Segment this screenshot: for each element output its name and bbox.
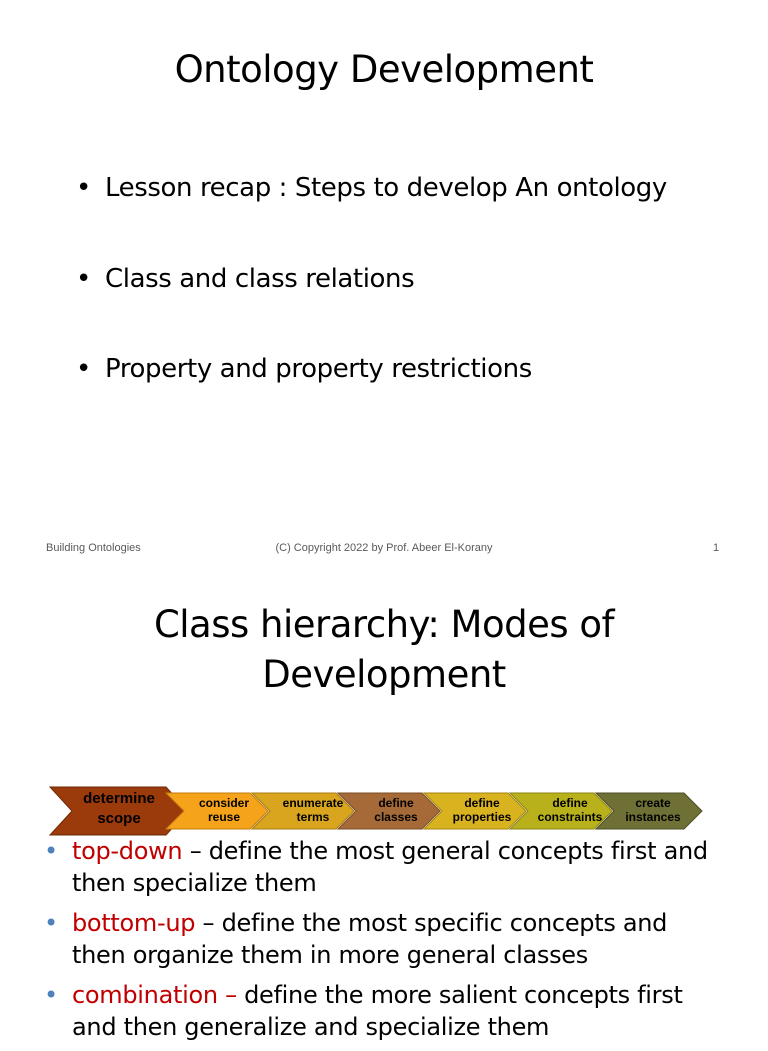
slide-2 — [0, 575, 768, 1041]
footer-left-text: Building Ontologies — [46, 542, 141, 554]
mode-item-bottom-up — [44, 907, 724, 971]
page-number: 1 — [713, 542, 720, 554]
bullet-item: • Property and property restrictions — [76, 351, 676, 388]
mode-description: define the more salient concepts first and then generalize and specialize them — [72, 981, 683, 1041]
mode-term: combination – — [72, 981, 237, 1009]
step-label-enumerate-terms: enumerate terms — [282, 796, 344, 824]
step-label-define-classes: define classes — [374, 796, 418, 824]
process-chevron-diagram — [46, 783, 706, 839]
slide-title: Ontology Development — [174, 48, 594, 91]
bullet-item: • Class and class relations — [76, 261, 676, 298]
footer-copyright: (C) Copyright 2022 by Prof. Abeer El-Korany — [275, 542, 493, 554]
mode-description: define the most general concepts first and then specialize them — [72, 837, 708, 897]
mode-description: define the most specific concepts and then organize them in more general classes — [72, 909, 668, 969]
slide-title — [0, 600, 768, 700]
mode-separator: – — [182, 837, 209, 865]
slide-title-line-2: Development — [262, 653, 506, 696]
mode-term: top-down — [72, 837, 183, 865]
mode-separator: – — [195, 909, 222, 937]
bullet-list — [76, 170, 676, 388]
modes-list — [44, 835, 724, 1051]
bullet-item: • Lesson recap : Steps to develop An ontology — [76, 170, 676, 207]
step-label-define-constraints: define constraints — [537, 796, 603, 824]
slide-title-line-1: Class hierarchy: Modes of — [153, 603, 615, 646]
step-label-define-properties: define properties — [452, 796, 512, 824]
mode-item-combination — [44, 979, 724, 1043]
step-label-consider-reuse: consider reuse — [198, 796, 249, 824]
step-label-determine-scope: determine scope — [83, 790, 155, 827]
mode-term: bottom-up — [72, 909, 196, 937]
step-label-create-instances: create instances — [625, 796, 681, 824]
mode-item-top-down — [44, 835, 724, 899]
